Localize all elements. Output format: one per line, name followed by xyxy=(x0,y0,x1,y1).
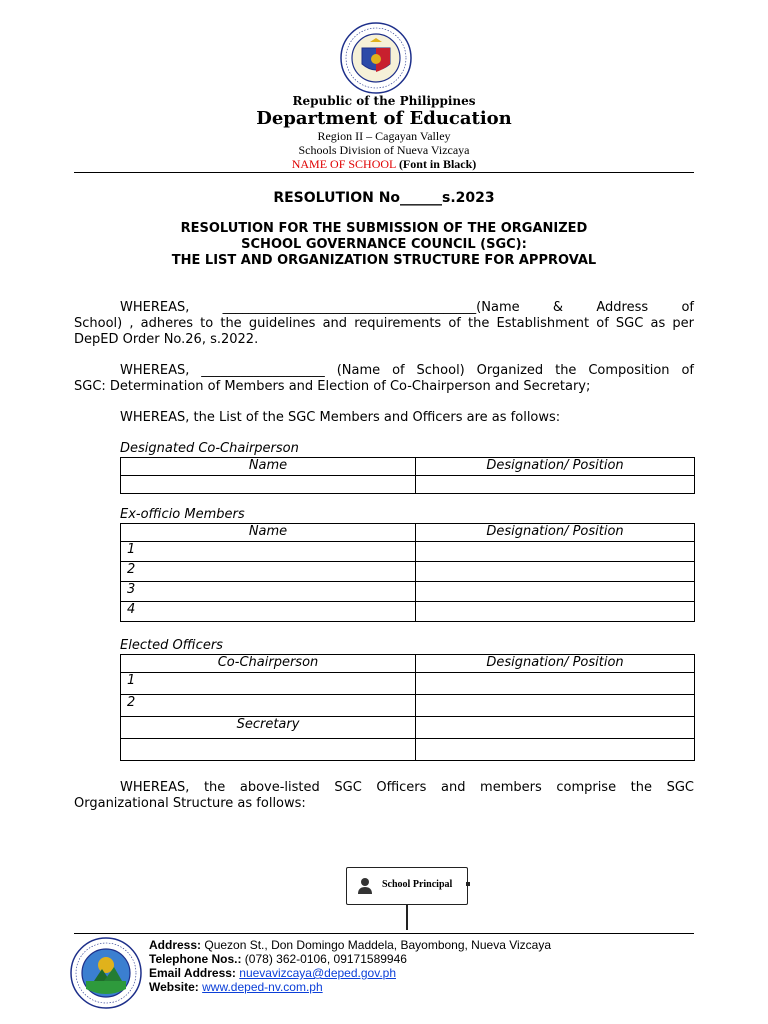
person-icon xyxy=(357,877,373,895)
republic-text: Republic of the Philippines xyxy=(292,94,476,108)
table-cell[interactable] xyxy=(416,602,695,622)
column-header: Co-Chairperson xyxy=(121,655,416,673)
email-link[interactable]: nuevavizcaya@deped.gov.ph xyxy=(239,966,396,980)
footer-address xyxy=(149,939,551,953)
footer-website xyxy=(149,981,323,995)
table-cell[interactable] xyxy=(416,562,695,582)
header-divider xyxy=(74,172,694,173)
table-row xyxy=(121,476,695,494)
footer-divider xyxy=(74,933,694,934)
table-cell[interactable] xyxy=(416,542,695,562)
division-text: Schools Division of Nueva Vizcaya xyxy=(298,143,470,157)
co-chair-table xyxy=(120,457,695,494)
row-number[interactable]: 2 xyxy=(121,562,416,582)
whereas-1-line2: School) , adheres to the guidelines and requirements of the Establishment of SGC as per xyxy=(74,316,694,331)
address-value: Quezon St., Don Domingo Maddela, Bayombong, Nueva Vizcaya xyxy=(204,938,551,952)
table-row xyxy=(121,695,695,717)
table-cell[interactable] xyxy=(416,717,695,739)
whereas-1-line3: DepED Order No.26, s.2022. xyxy=(74,332,259,347)
table-row xyxy=(121,582,695,602)
elected-table xyxy=(120,654,695,761)
row-number[interactable]: 1 xyxy=(121,542,416,562)
whereas-2-line2: SGC: Determination of Members and Election of Co-Chairperson and Secretary; xyxy=(74,379,591,394)
table-header-row xyxy=(121,655,695,673)
whereas-4-line1: WHEREAS, the above-listed SGC Officers and members comprise the SGC xyxy=(120,780,694,795)
table-cell[interactable] xyxy=(416,582,695,602)
table-row xyxy=(121,542,695,562)
column-header: Designation/ Position xyxy=(416,524,695,542)
principal-connector-dot xyxy=(466,882,470,886)
principal-box[interactable] xyxy=(346,867,468,905)
school-name-note: (Font in Black) xyxy=(398,157,477,171)
telephone-label: Telephone Nos.: xyxy=(149,952,242,966)
row-number[interactable]: 2 xyxy=(121,695,416,717)
ex-officio-table xyxy=(120,523,695,622)
table-row xyxy=(121,673,695,695)
table-cell[interactable] xyxy=(416,695,695,717)
footer-seal xyxy=(70,937,142,1009)
table-header-row xyxy=(121,524,695,542)
table-cell[interactable] xyxy=(121,476,416,494)
column-header: Name xyxy=(121,458,416,476)
table-cell[interactable] xyxy=(121,739,416,761)
table-row xyxy=(121,562,695,582)
row-number[interactable]: 1 xyxy=(121,673,416,695)
table-row xyxy=(121,717,695,739)
resolution-title-2: SCHOOL GOVERNANCE COUNCIL (SGC): xyxy=(241,237,527,252)
email-label: Email Address: xyxy=(149,966,236,980)
elected-caption: Elected Officers xyxy=(120,638,223,653)
resolution-title-3: THE LIST AND ORGANIZATION STRUCTURE FOR APPROVAL xyxy=(171,253,597,268)
co-chair-caption: Designated Co-Chairperson xyxy=(120,441,299,456)
resolution-number: RESOLUTION No______s.2023 xyxy=(273,190,495,206)
column-header: Designation/ Position xyxy=(416,458,695,476)
table-row xyxy=(121,739,695,761)
website-label: Website: xyxy=(149,980,199,994)
website-link[interactable]: www.deped-nv.com.ph xyxy=(202,980,323,994)
whereas-3: WHEREAS, the List of the SGC Members and Officers are as follows: xyxy=(120,410,561,425)
school-name: NAME OF SCHOOL xyxy=(291,157,396,171)
school-name-line xyxy=(0,157,768,172)
row-number[interactable]: 4 xyxy=(121,602,416,622)
footer-telephone xyxy=(149,953,407,967)
department-title: Department of Education xyxy=(256,108,512,129)
region-text: Region II – Cagayan Valley xyxy=(317,129,451,143)
row-number[interactable]: 3 xyxy=(121,582,416,602)
ex-officio-caption: Ex-officio Members xyxy=(120,507,245,522)
whereas-1-line1: WHEREAS, _______________________________________(Name & Address of xyxy=(120,300,694,315)
table-header-row xyxy=(121,458,695,476)
table-cell[interactable] xyxy=(416,476,695,494)
whereas-4-line2: Organizational Structure as follows: xyxy=(74,796,306,811)
resolution-title-1: RESOLUTION FOR THE SUBMISSION OF THE ORGANIZED xyxy=(180,221,588,236)
footer-email xyxy=(149,967,396,981)
principal-connector-line xyxy=(406,904,408,930)
column-header: Designation/ Position xyxy=(416,655,695,673)
principal-label: School Principal xyxy=(382,879,453,890)
table-cell[interactable] xyxy=(416,673,695,695)
deped-seal xyxy=(340,22,412,94)
column-header: Name xyxy=(121,524,416,542)
table-cell[interactable] xyxy=(416,739,695,761)
table-row xyxy=(121,602,695,622)
telephone-value: (078) 362-0106, 09171589946 xyxy=(244,952,407,966)
whereas-2-line1: WHEREAS, ___________________ (Name of School) Organized the Composition of xyxy=(120,363,694,378)
address-label: Address: xyxy=(149,938,202,952)
secretary-label: Secretary xyxy=(121,717,416,739)
